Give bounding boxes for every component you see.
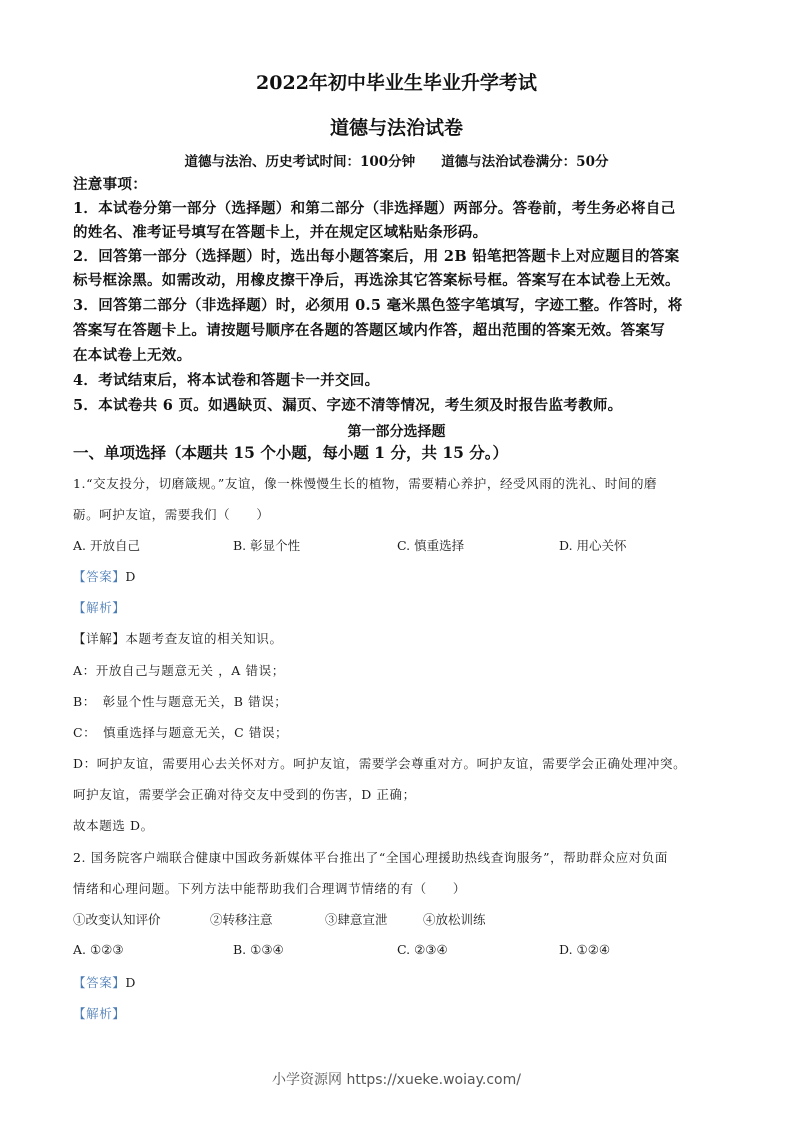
notice-line: 3．回答第二部分（非选择题）时，必须用 0.5 毫米黑色签字笔填写，字迹工整。作答时，将 [73, 297, 683, 314]
answer-value: D [125, 569, 137, 584]
exam-subtitle: 道德与法治试卷 [329, 117, 463, 139]
part1-title: 第一部分选择题 [347, 424, 446, 440]
exam-title: 2022年初中毕业生毕业升学考试 [256, 72, 537, 94]
q2-option-b: B. ①③④ [233, 942, 284, 957]
q1-stem-line1: 1.“交友投分，切磨箴规。”友谊，像一株慢慢生长的植物，需要精心养护，经受风雨的洗礼、时间的磨 [73, 476, 658, 491]
q1-option-c: C. 慎重选择 [397, 538, 465, 553]
notice-line: 标号框涂黑。如需改动，用橡皮擦干净后，再选涂其它答案标号框。答案写在本试卷上无效。 [73, 272, 680, 289]
q1-option-d: D. 用心关怀 [559, 538, 627, 553]
notice-line: 1．本试卷分第一部分（选择题）和第二部分（非选择题）两部分。答卷前，考生务必将自己 [73, 200, 676, 217]
notice-line: 5．本试卷共 6 页。如遇缺页、漏页、字迹不清等情况，考生须及时报告监考教师。 [73, 397, 623, 414]
q1-explanation: 呵护友谊，需要学会正确对待交友中受到的伤害，D 正确； [73, 787, 416, 802]
q1-answer [73, 567, 136, 585]
detail-label: 【详解】 [73, 631, 126, 646]
q2-stem-line2: 情绪和心理问题。下列方法中能帮助我们合理调节情绪的有（ ） [73, 881, 467, 896]
q2-option-a: A. ①②③ [73, 942, 124, 957]
analysis-label: 【解析】 [73, 1006, 126, 1021]
notice-line: 答案写在答题卡上。请按题号顺序在各题的答题区域内作答，超出范围的答案无效。答案写 [73, 322, 665, 339]
q1-option-a: A. 开放自己 [73, 538, 140, 553]
exam-meta [0, 150, 793, 170]
notice-line: 在本试卷上无效。 [73, 347, 192, 364]
q1-analysis [73, 598, 125, 616]
notice-heading: 注意事项： [73, 176, 147, 193]
q2-item-3: ③肆意宣泄 [325, 912, 388, 927]
q1-stem-line2: 砺。呵护友谊，需要我们（ ） [73, 507, 270, 522]
analysis-label: 【解析】 [73, 600, 126, 615]
notice-line: 4．考试结束后，将本试卷和答题卡一并交回。 [73, 372, 380, 389]
q2-analysis [73, 1004, 125, 1022]
q2-item-2: ②转移注意 [210, 912, 273, 927]
q1-explanation: D：呵护友谊，需要用心去关怀对方。呵护友谊，需要学会尊重对方。呵护友谊，需要学会正确处理冲突。 [73, 756, 687, 771]
q1-explanation: C： 慎重选择与题意无关，C 错误； [73, 725, 289, 740]
q1-explanation: A：开放自己与题意无关 ，A 错误； [73, 663, 285, 678]
q2-item-1: ①改变认知评价 [73, 912, 161, 927]
answer-label: 【答案】 [73, 569, 126, 584]
q1-conclusion: 故本题选 D。 [73, 818, 154, 833]
q1-option-b: B. 彰显个性 [233, 538, 301, 553]
q2-stem-line1: 2. 国务院客户端联合健康中国政务新媒体平台推出了“全国心理援助热线查询服务”，帮助群众应对负面 [73, 850, 668, 865]
q2-option-c: C. ②③④ [397, 942, 448, 957]
q2-item-4: ④放松训练 [423, 912, 486, 927]
time-info: 道德与法治、历史考试时间：100分钟 [184, 154, 416, 170]
section-heading: 一、单项选择（本题共 15 个小题，每小题 1 分，共 15 分。） [73, 443, 509, 462]
footer-watermark[interactable]: 小学资源网 https://xueke.woiay.com/ [272, 1072, 521, 1088]
answer-value: D [125, 975, 137, 990]
detail-intro: 本题考查友谊的相关知识。 [125, 631, 283, 646]
notice-line: 2．回答第一部分（选择题）时，选出每小题答案后，用 2B 铅笔把答题卡上对应题目的答案 [73, 248, 680, 265]
answer-label: 【答案】 [73, 975, 126, 990]
notice-line: 的姓名、准考证号填写在答题卡上，并在规定区域粘贴条形码。 [73, 224, 488, 241]
score-info: 道德与法治试卷满分：50分 [441, 154, 609, 170]
q2-answer [73, 973, 136, 991]
q1-detail [73, 629, 283, 647]
q2-option-d: D. ①②④ [559, 942, 611, 957]
q1-explanation: B： 彰显个性与题意无关，B 错误； [73, 694, 288, 709]
